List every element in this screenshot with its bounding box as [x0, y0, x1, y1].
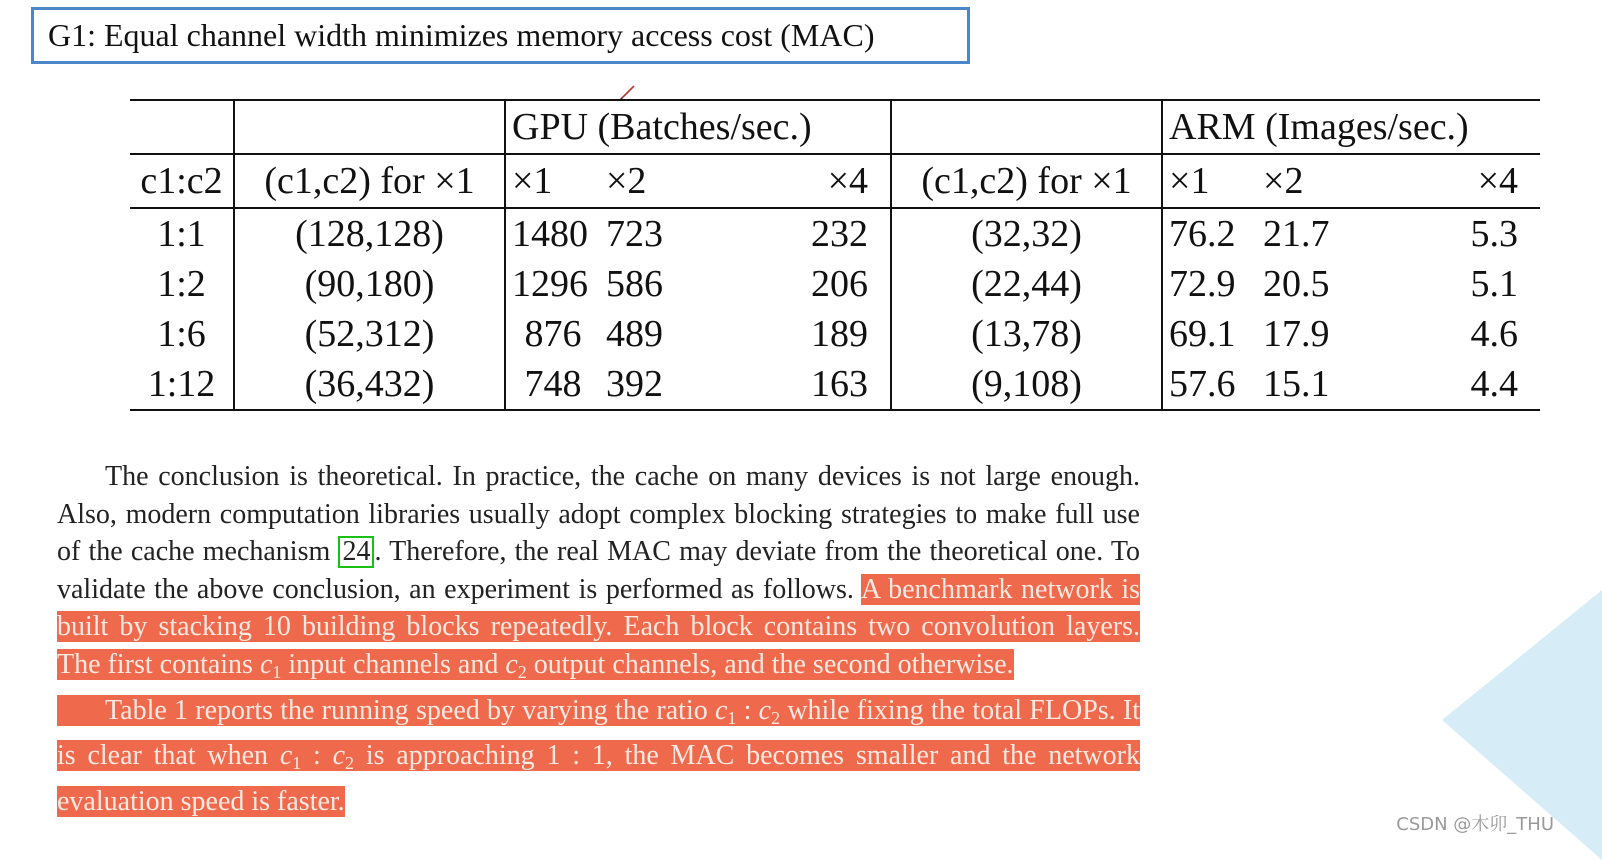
arm-x4-header: ×4 — [1367, 154, 1540, 208]
watermark: CSDN @木卯_THU — [1396, 814, 1554, 835]
highlighted-text: A benchmark network is built by stacking 10 building blocks repeatedly. Each block contains two convolution layers. The first contains $c_1$ input channels and $c_2$ output channels, and the second otherwise. — [57, 573, 1140, 682]
paragraph-1: The conclusion is theoretical. In practice, the cache on many devices is not large enough. Also, modern computation libraries usually adopt complex blocking strategies to make full use of the cache mechanism 24 . Therefore, the real MAC may deviate from the theoretical one. To validate the above conclusion, an experiment is performed as follows. A benchmark network is built by stacking 10 building blocks repeatedly. Each block contains two convolution layers. The first contains $c_1$ input channels and $c_2$ output channels, and the second otherwise. — [57, 461, 1141, 682]
table-row: 1:2 (90,180) 1296 586 206 (22,44) 72.9 20.5 5.1 — [130, 259, 1540, 309]
body-text — [57, 458, 1140, 820]
subheader-row — [130, 154, 1540, 208]
results-table — [130, 99, 1540, 411]
arm-x2-header: ×2 — [1257, 154, 1367, 208]
arm-pair-header: (c1,c2) for ×1 — [891, 154, 1162, 208]
arm-x1-header: ×1 — [1162, 154, 1257, 208]
table-row: 1:6 (52,312) 876 489 189 (13,78) 69.1 17.9 4.6 — [130, 309, 1540, 359]
gpu-pair-header: (c1,c2) for ×1 — [234, 154, 505, 208]
gpu-x1-header: ×1 — [505, 154, 600, 208]
table-row: 1:12 (36,432) 748 392 163 (9,108) 57.6 15.1 4.4 — [130, 359, 1540, 410]
paragraph-2 — [57, 692, 1140, 821]
table-row: 1:1 (128,128) 1480 723 232 (32,32) 76.2 21.7 5.3 — [130, 208, 1540, 259]
arm-group-header: ARM (Images/sec.) — [1162, 100, 1540, 154]
gpu-x4-header: ×4 — [710, 154, 891, 208]
highlighted-text: Table 1 reports the running speed by varying the ratio $c_1$ : $c_2$ while fixing the total FLOPs. It is clear that when $c_1$ : $c_2$ is approaching 1 : 1, the MAC becomes smaller and the network evaluation speed is faster. — [57, 694, 1141, 817]
group-header-row — [130, 100, 1540, 154]
gpu-x2-header: ×2 — [600, 154, 710, 208]
slide-title: G1: Equal channel width minimizes memory access cost (MAC) — [31, 7, 970, 64]
gpu-group-header: GPU (Batches/sec.) — [505, 100, 891, 154]
ratio-header: c1:c2 — [130, 154, 234, 208]
citation-link[interactable]: 24 — [338, 536, 374, 568]
